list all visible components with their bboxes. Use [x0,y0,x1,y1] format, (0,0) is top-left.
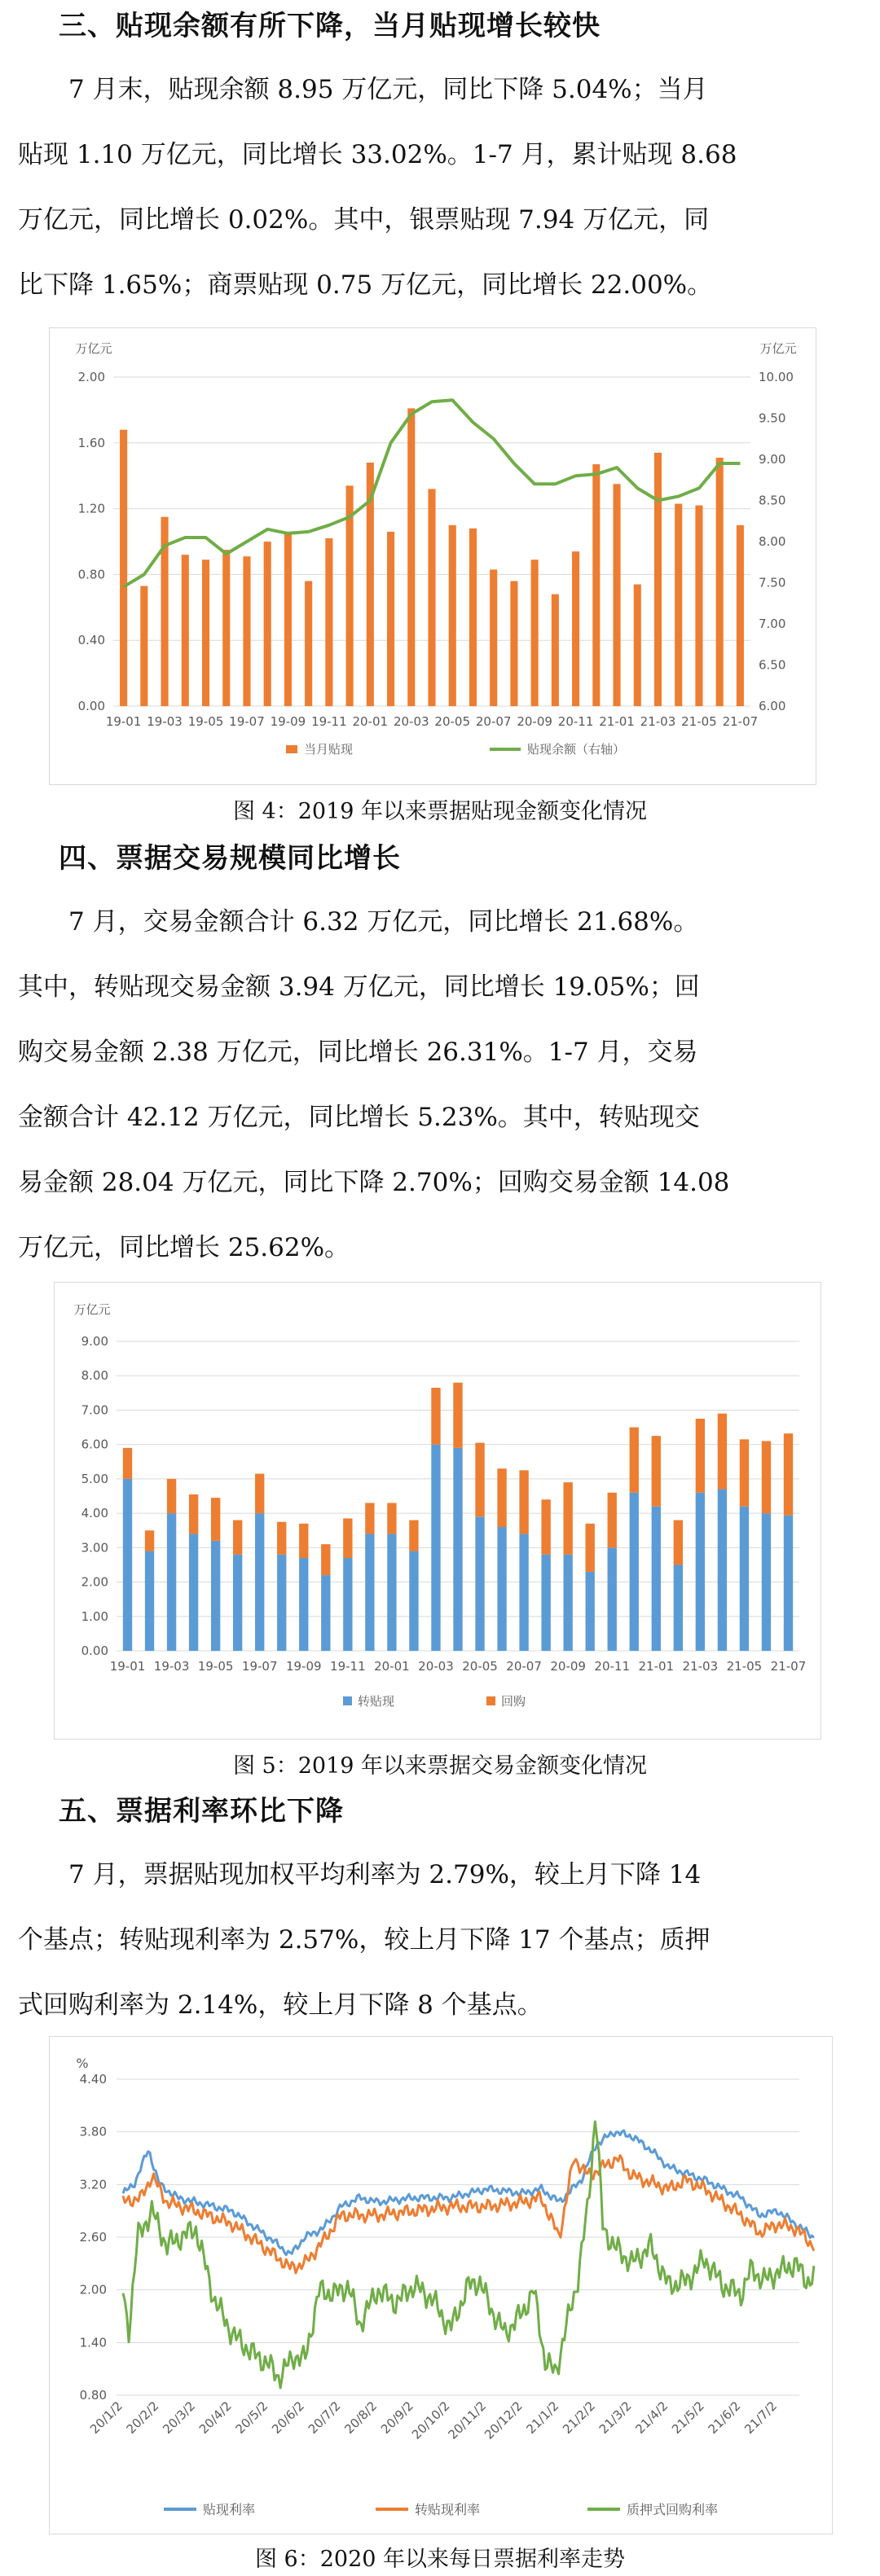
y-tick-label: 8.00 [81,1368,108,1384]
x-tick-label: 21/5/2 [668,2398,707,2437]
bar-repo [475,1443,484,1517]
bar-rediscount [343,1558,352,1651]
left-y-tick-label: 0.00 [77,699,105,713]
legend-label-monthly-discount: 当月贴现 [304,742,354,757]
right-y-tick-label: 10.00 [759,370,794,384]
y-tick-label: 3.80 [79,2124,107,2139]
figure-6-caption: 图 6：2020 年以来每日票据利率走势 [254,2547,626,2572]
bar-repo [365,1503,374,1534]
bar-repo [211,1498,220,1541]
x-tick-label: 19-03 [147,714,183,729]
x-tick-label: 21-03 [640,714,676,729]
right-axis-unit: 万亿元 [759,341,797,356]
left-axis-unit: 万亿元 [75,341,112,356]
right-y-tick-label: 6.50 [759,657,786,673]
y-tick-label: 1.40 [79,2335,107,2350]
legend-label-discount-balance: 贴现余额（右轴） [527,742,626,757]
text-line: 金额合计 42.12 万亿元，同比增长 5.23%。其中，转贴现交 [18,1103,700,1132]
x-tick-label: 21-03 [682,1659,719,1674]
y-tick-label: 4.00 [81,1506,108,1521]
bar-rediscount [211,1541,220,1651]
bar-monthly-discount [428,489,435,706]
x-tick-label: 20/3/2 [160,2398,199,2437]
x-tick-label: 19-07 [229,714,265,729]
bar-monthly-discount [531,560,539,706]
bar-monthly-discount [716,458,724,706]
y-tick-label: 0.00 [81,1643,108,1658]
figure-6-chart [49,2036,833,2534]
left-y-tick-label: 0.80 [77,567,105,582]
x-tick-label: 19-05 [187,714,224,729]
bar-repo [740,1439,749,1506]
bar-monthly-discount [284,533,292,706]
legend-discount-rate-label: 贴现利率 [203,2502,256,2517]
bar-repo [762,1441,771,1513]
bar-repo [189,1494,198,1534]
bar-repo [696,1419,705,1493]
left-y-tick-label: 0.40 [77,633,105,648]
x-tick-label: 21/2/2 [560,2398,598,2437]
x-tick-label: 20/4/2 [196,2398,235,2437]
bar-rediscount [586,1572,595,1651]
bar-monthly-discount [613,484,620,706]
y-tick-label: 9.00 [81,1334,108,1349]
x-tick-label: 21-05 [726,1659,763,1674]
x-tick-label: 20-07 [506,1659,542,1674]
legend-label-repo: 回购 [501,1694,526,1709]
y-tick-label: 0.80 [79,2388,107,2403]
section-5-text [18,1842,865,2038]
bar-repo [563,1482,572,1555]
bar-rediscount [784,1516,793,1651]
bar-rediscount [145,1551,154,1651]
section-3-title: 三、贴现余额有所下降，当月贴现增长较快 [59,10,601,42]
bar-monthly-discount [182,555,189,706]
x-tick-label: 21-07 [722,714,759,729]
y-tick-label: 6.00 [81,1437,108,1452]
x-tick-label: 21-01 [638,1659,675,1674]
bar-rediscount [740,1507,749,1651]
bar-repo [652,1436,661,1507]
text-line: 7 月，交易金额合计 6.32 万亿元，同比增长 21.68%。 [18,907,699,937]
text-line: 式回购利率为 2.14%，较上月下降 8 个基点。 [18,1990,543,2020]
bar-repo [277,1522,286,1555]
right-y-tick-label: 9.50 [759,410,786,426]
bar-monthly-discount [120,430,127,706]
legend-swatch-rediscount [343,1696,352,1705]
left-y-tick-label: 2.00 [77,370,105,384]
bar-monthly-discount [449,525,456,706]
text-line: 7 月，票据贴现加权平均利率为 2.79%，较上月下降 14 [18,1860,702,1889]
bar-repo [255,1474,264,1514]
x-tick-label: 21/4/2 [632,2398,671,2437]
bar-rediscount [277,1555,286,1651]
bar-rediscount [762,1513,771,1651]
x-tick-label: 20-07 [475,714,512,729]
x-tick-label: 20/12/2 [482,2398,526,2442]
x-tick-label: 20/8/2 [341,2398,381,2437]
x-tick-label: 19-11 [311,714,347,729]
text-line: 万亿元，同比增长 25.62%。 [18,1233,350,1262]
y-tick-label: 2.00 [81,1574,108,1590]
bar-rediscount [233,1555,242,1651]
text-line: 比下降 1.65%；商票贴现 0.75 万亿元，同比增长 22.00%。 [18,270,713,300]
bar-repo [233,1521,242,1555]
x-tick-label: 19-01 [105,714,142,729]
bar-monthly-discount [654,453,662,706]
bar-repo [784,1433,793,1515]
rate-chart-svg [50,2037,832,2534]
bar-repo [343,1518,352,1558]
x-tick-label: 20-11 [557,714,594,729]
x-tick-label: 19-07 [241,1659,278,1674]
bar-repo [674,1521,683,1565]
legend-rediscount-rate-label: 转贴现利率 [415,2502,481,2517]
bar-rediscount [608,1547,617,1651]
legend-swatch-monthly-discount [286,745,297,753]
x-tick-label: 20-03 [418,1659,454,1674]
x-tick-label: 19-11 [330,1659,366,1674]
bar-monthly-discount [222,550,230,706]
x-tick-label: 21-07 [770,1659,807,1674]
bar-monthly-discount [634,585,641,706]
x-tick-label: 20-05 [434,714,471,729]
bar-monthly-discount [387,532,394,706]
x-tick-label: 20/10/2 [408,2398,453,2442]
bar-repo [519,1470,528,1534]
x-tick-label: 20/2/2 [123,2398,162,2437]
legend-label-rediscount: 转贴现 [358,1694,395,1709]
x-tick-label: 20/9/2 [377,2398,416,2437]
line-rediscount-rate [123,2155,814,2273]
figure-4-chart [49,327,816,785]
x-tick-label: 19-01 [109,1659,146,1674]
bar-rediscount [167,1513,176,1651]
section-3-text [18,57,865,318]
bar-repo [586,1524,595,1572]
bar-monthly-discount [305,581,312,706]
bar-repo [608,1493,617,1548]
bar-repo [718,1414,727,1490]
bar-repo [431,1388,440,1445]
trade-chart-svg [55,1283,821,1739]
bar-repo [299,1524,308,1558]
bar-repo [387,1503,396,1534]
x-tick-label: 20-09 [550,1659,586,1674]
bar-repo [453,1383,462,1448]
bar-repo [123,1448,132,1479]
bar-monthly-discount [552,595,559,706]
bar-repo [145,1530,154,1551]
x-tick-label: 21/6/2 [705,2398,744,2437]
right-y-tick-label: 8.50 [759,493,786,508]
x-tick-label: 21-01 [599,714,635,729]
section-4-text [18,889,865,1280]
bar-monthly-discount [510,581,517,706]
text-line: 万亿元，同比增长 0.02%。其中，银票贴现 7.94 万亿元，同 [18,205,710,235]
bar-monthly-discount [572,551,579,706]
bar-monthly-discount [264,542,271,706]
section-5-title: 五、票据利率环比下降 [59,1795,344,1828]
bar-monthly-discount [695,506,702,706]
right-y-tick-label: 7.50 [759,575,786,590]
y-axis-unit: 万亿元 [73,1302,111,1317]
bar-repo [321,1544,330,1575]
bar-monthly-discount [469,529,477,706]
right-y-tick-label: 7.00 [759,617,786,631]
bar-monthly-discount [592,464,600,706]
left-y-tick-label: 1.60 [77,435,105,450]
bar-rediscount [299,1558,308,1651]
bar-rediscount [189,1534,198,1651]
text-line: 贴现 1.10 万亿元，同比增长 33.02%。1-7 月，累计贴现 8.68 [18,140,737,169]
bar-rediscount [652,1507,661,1651]
y-axis-unit: % [76,2056,89,2071]
right-y-tick-label: 9.00 [759,452,786,467]
bar-rediscount [321,1575,330,1651]
y-tick-label: 3.20 [79,2177,107,2192]
y-tick-label: 2.00 [79,2282,107,2297]
text-line: 7 月末，贴现余额 8.95 万亿元，同比下降 5.04%；当月 [18,75,708,104]
legend-swatch-repo [486,1696,495,1705]
discount-chart-svg [50,328,816,784]
bar-rediscount [123,1479,132,1651]
figure-4-caption: 图 4：2019 年以来票据贴现金额变化情况 [232,799,648,824]
y-tick-label: 7.00 [81,1402,108,1418]
bar-rediscount [365,1534,374,1651]
right-y-tick-label: 6.00 [759,699,786,713]
bar-monthly-discount [675,504,682,706]
x-tick-label: 20-09 [517,714,552,729]
bar-monthly-discount [737,525,744,706]
x-tick-label: 19-03 [153,1659,190,1674]
bar-rediscount [696,1493,705,1651]
x-tick-label: 20/6/2 [269,2398,307,2437]
bar-rediscount [541,1555,550,1651]
x-tick-label: 19-09 [270,714,306,729]
x-tick-label: 20/1/2 [86,2398,125,2437]
x-tick-label: 20-01 [374,1659,410,1674]
y-tick-label: 4.40 [79,2072,107,2087]
text-line: 个基点；转贴现利率为 2.57%，较上月下降 17 个基点；质押 [18,1925,711,1955]
figure-5-caption: 图 5：2019 年以来票据交易金额变化情况 [232,1753,648,1779]
bar-rediscount [255,1513,264,1651]
x-tick-label: 21/1/2 [523,2398,562,2437]
bar-rediscount [674,1564,683,1651]
bar-repo [409,1521,418,1551]
bar-rediscount [431,1445,440,1651]
x-tick-label: 20-03 [393,714,429,729]
y-tick-label: 2.60 [79,2230,107,2245]
bar-rediscount [563,1555,572,1651]
text-line: 其中，转贴现交易金额 3.94 万亿元，同比增长 19.05%；回 [18,972,700,1002]
y-tick-label: 5.00 [81,1471,108,1486]
bar-rediscount [387,1534,396,1651]
bar-monthly-discount [407,408,415,706]
x-tick-label: 19-09 [285,1659,322,1674]
x-tick-label: 21/3/2 [596,2398,635,2437]
legend-repo-rate-label: 质押式回购利率 [627,2502,719,2517]
text-line: 购交易金额 2.38 万亿元，同比增长 26.31%。1-7 月，交易 [18,1038,698,1067]
y-tick-label: 1.00 [81,1608,108,1624]
bar-monthly-discount [243,556,250,706]
bar-monthly-discount [202,560,209,706]
x-tick-label: 20-05 [462,1659,498,1674]
text-line: 易金额 28.04 万亿元，同比下降 2.70%；回购交易金额 14.08 [18,1168,730,1197]
bar-monthly-discount [490,569,497,706]
x-tick-label: 20-11 [594,1659,631,1674]
left-y-tick-label: 1.20 [77,501,105,516]
bar-rediscount [718,1490,727,1651]
bar-rediscount [497,1527,506,1651]
x-tick-label: 20/11/2 [445,2398,490,2442]
x-tick-label: 20/7/2 [305,2398,344,2437]
bar-rediscount [409,1551,418,1651]
line-repo-rate [123,2122,814,2388]
bar-rediscount [453,1448,462,1651]
bar-repo [497,1468,506,1527]
bar-rediscount [630,1493,639,1651]
bar-repo [541,1499,550,1555]
bar-repo [630,1428,639,1493]
section-4-title: 四、票据交易规模同比增长 [59,842,401,875]
x-tick-label: 20/5/2 [232,2398,271,2437]
x-tick-label: 21/7/2 [741,2398,781,2437]
bar-rediscount [475,1516,484,1651]
bar-monthly-discount [325,538,332,706]
x-tick-label: 20-01 [352,714,389,729]
bar-monthly-discount [140,586,147,706]
x-tick-label: 19-05 [197,1659,234,1674]
right-y-tick-label: 8.00 [759,534,786,549]
bar-repo [167,1479,176,1513]
x-tick-label: 21-05 [681,714,717,729]
y-tick-label: 3.00 [81,1540,108,1556]
bar-rediscount [519,1534,528,1651]
figure-5-chart [54,1282,821,1740]
